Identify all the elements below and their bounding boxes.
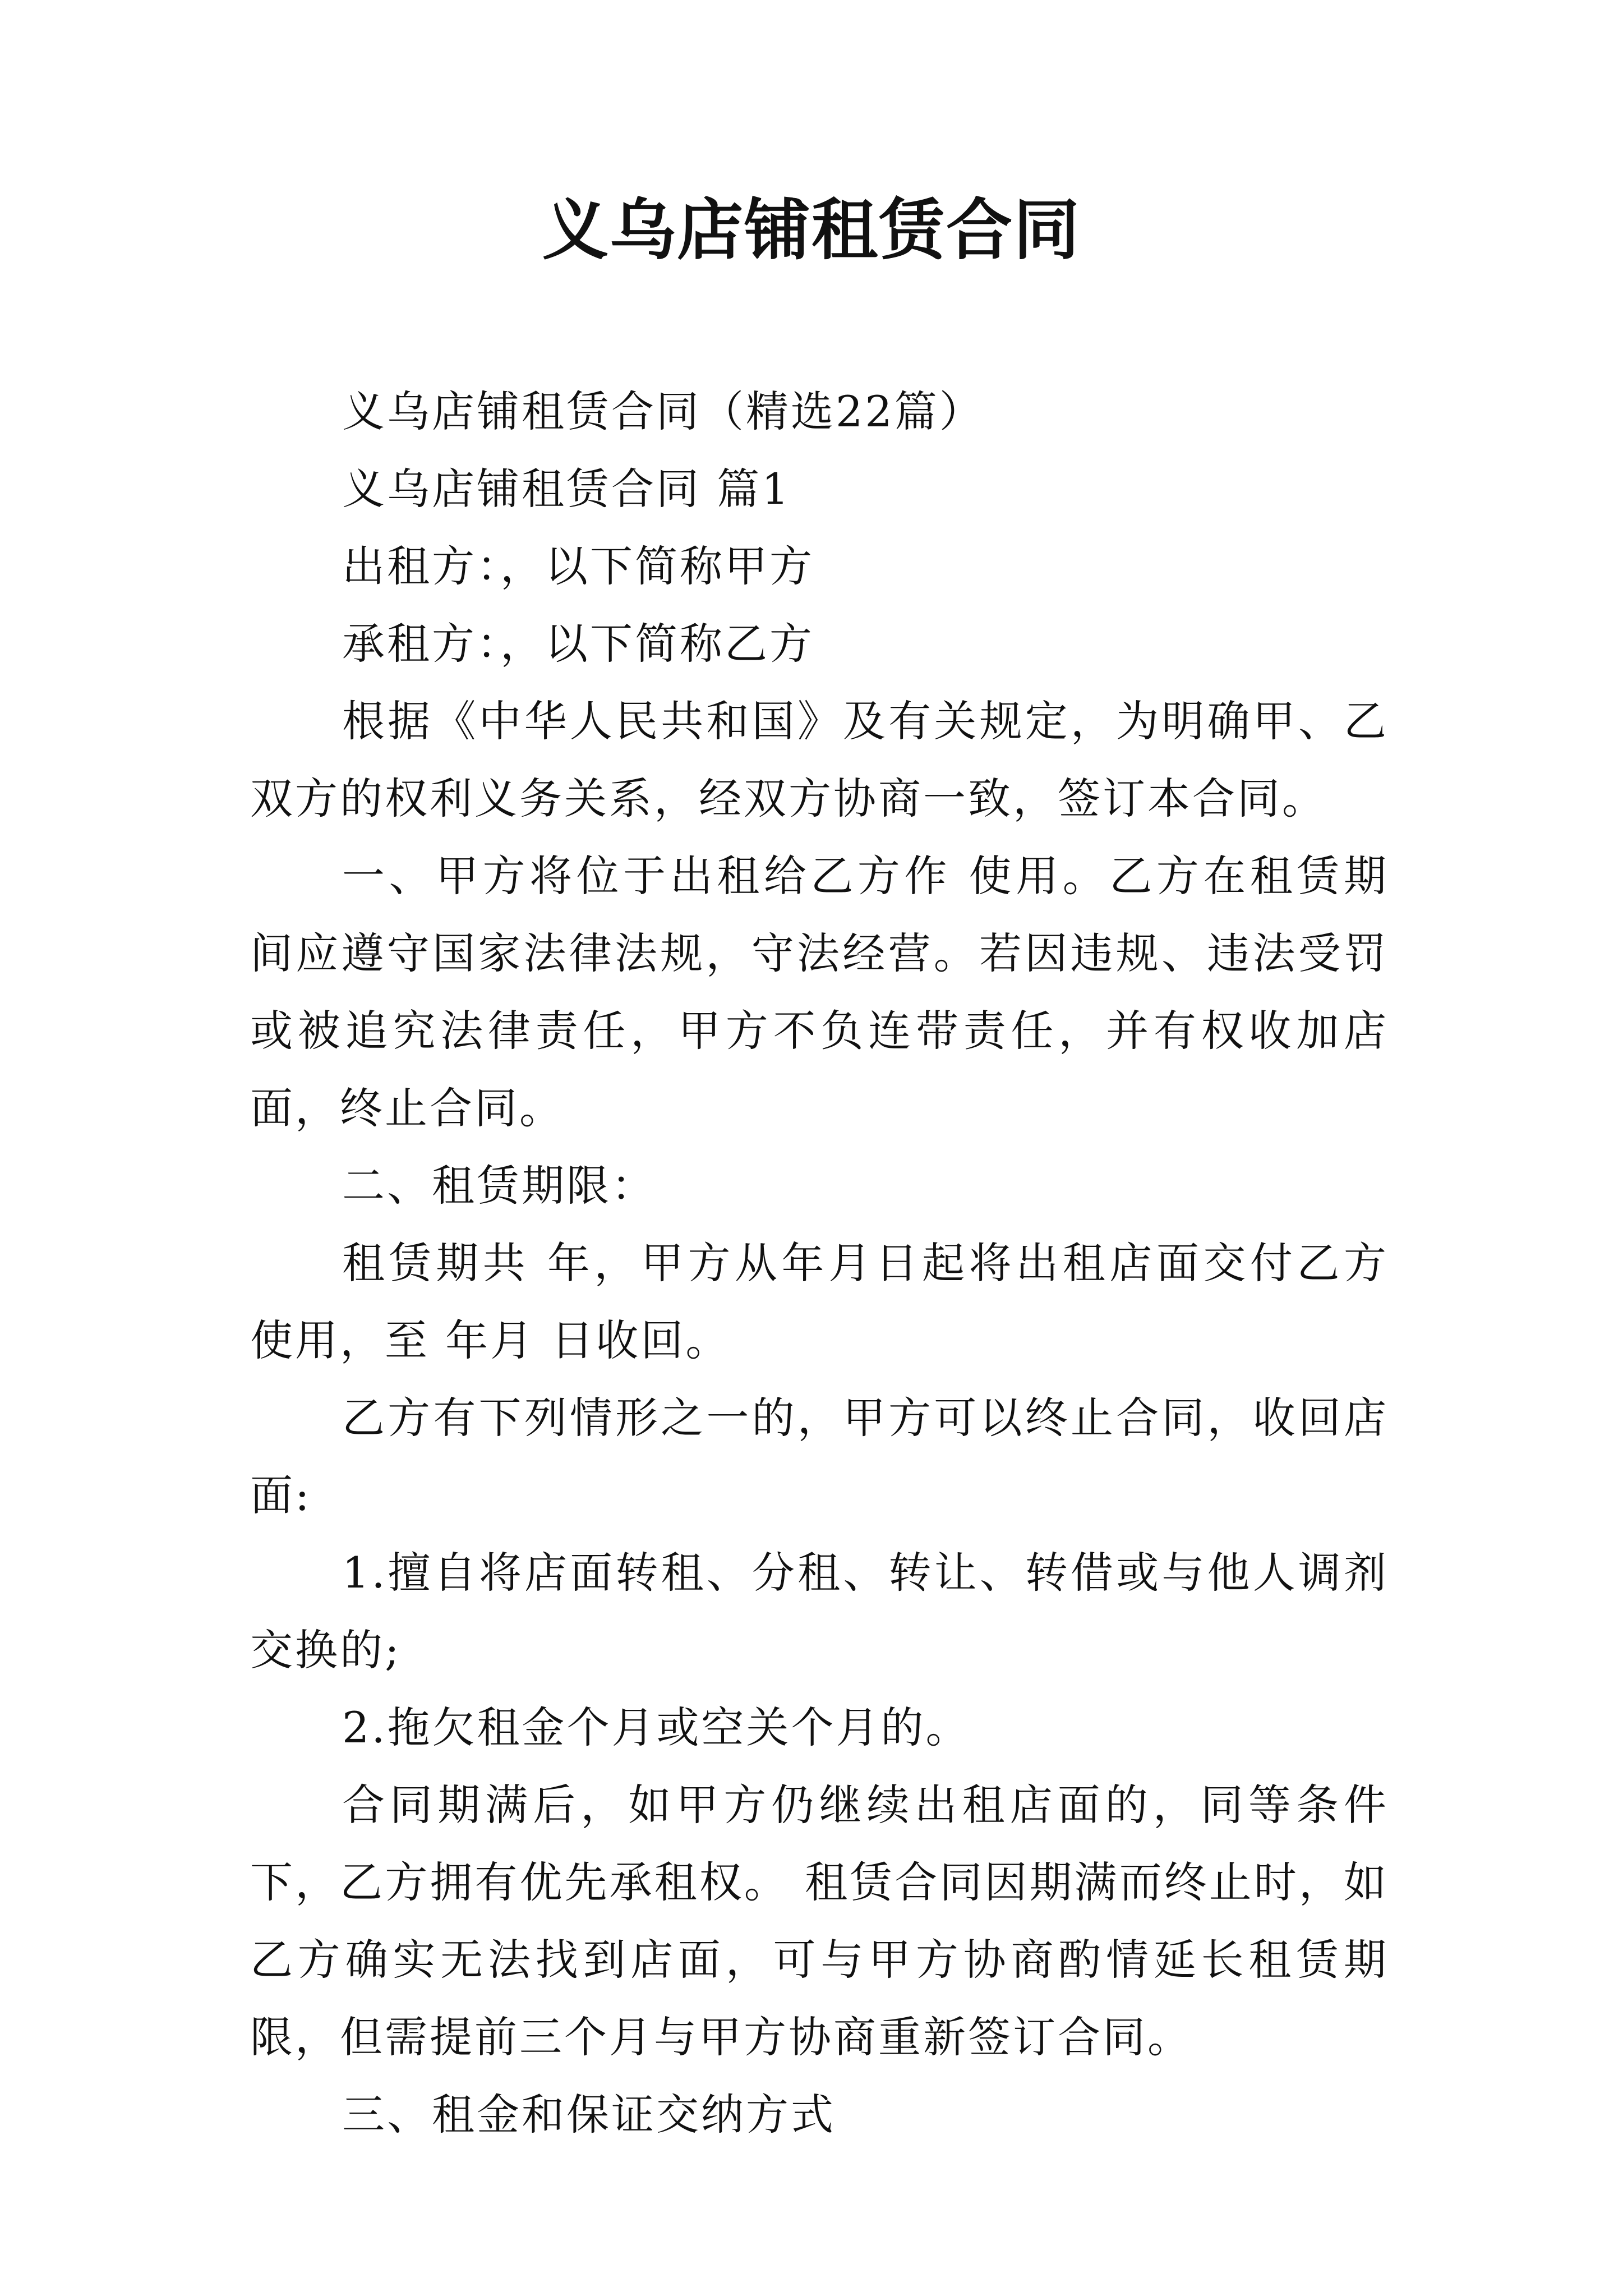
paragraph-subtitle: 义乌店铺租赁合同（精选22篇） (342, 386, 984, 436)
paragraph-clause-1: 一、甲方将位于出租给乙方作 使用。乙方在租赁期间应遵守国家法律法规，守法经营。若因违规、违法受罚或被追究法律责任，甲方不负连带责任，并有权收加店面，终止合同。 (250, 851, 1389, 1133)
paragraph-clause-3-heading: 三、租金和保证交纳方式 (342, 2090, 836, 2139)
document-body (250, 373, 1389, 2154)
paragraph-lessor: 出租方：，以下简称甲方 (342, 541, 814, 591)
paragraph-termination-item-2: 2.拖欠租金个月或空关个月的。 (342, 1703, 971, 1752)
paragraph-termination-intro: 乙方有下列情形之一的，甲方可以终止合同，收回店面: (250, 1393, 1389, 1520)
paragraph-termination-item-1: 1.擅自将店面转租、分租、转让、转借或与他人调剂交换的; (250, 1548, 1389, 1675)
paragraph-section-heading: 义乌店铺租赁合同 篇1 (342, 464, 791, 514)
paragraph-preamble: 根据《中华人民共和国》及有关规定，为明确甲、乙双方的权利义务关系，经双方协商一致，签订本合同。 (250, 696, 1389, 823)
document-title: 义乌店铺租赁合同 (542, 191, 1081, 269)
paragraph-clause-2-heading: 二、租赁期限： (342, 1161, 656, 1211)
paragraph-lessee: 承租方：，以下简称乙方 (342, 619, 814, 669)
paragraph-renewal: 合同期满后，如甲方仍继续出租店面的，同等条件下，乙方拥有优先承租权。 租赁合同因期满而终止时，如乙方确实无法找到店面，可与甲方协商酌情延长租赁期限，但需提前三个月与甲方协商重新签订合同。 (250, 1780, 1389, 2062)
paragraph-lease-term: 租赁期共 年，甲方从年月日起将出租店面交付乙方使用，至 年月 日收回。 (250, 1238, 1389, 1365)
